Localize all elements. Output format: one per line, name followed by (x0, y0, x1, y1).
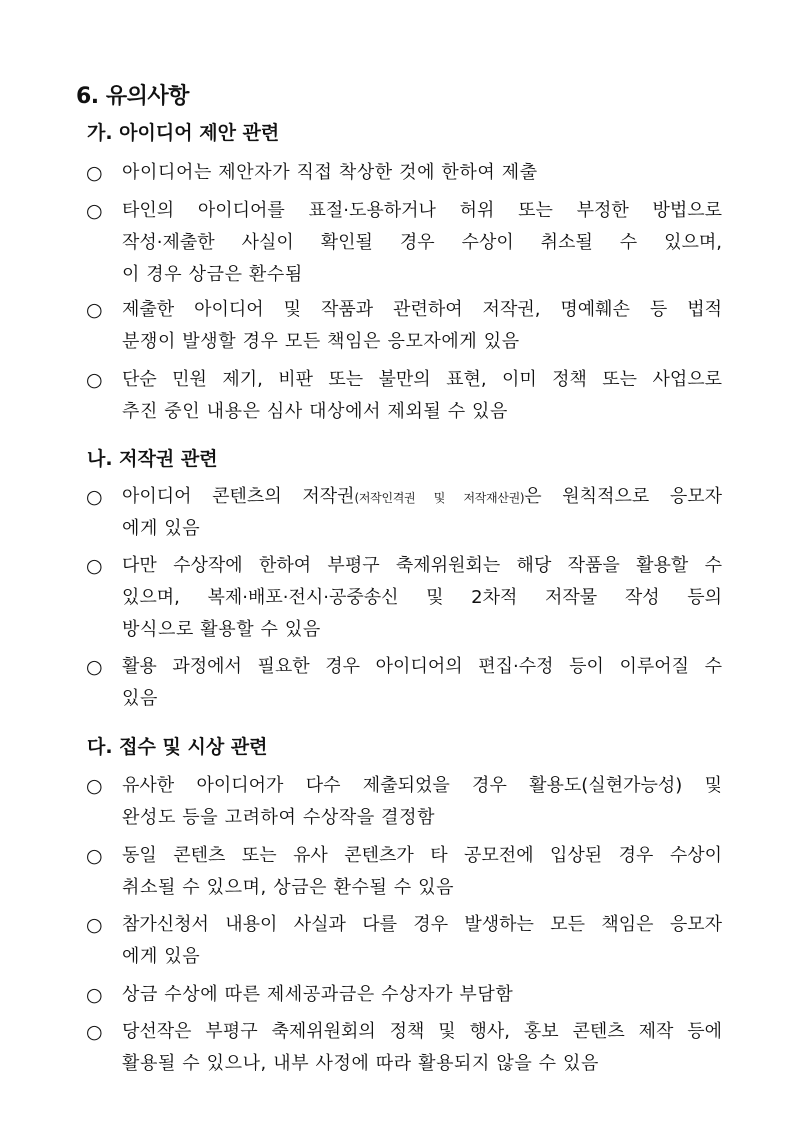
item-line: 다만 수상작에 한하여 부평구 축제위원회는 해당 작품을 활용할 수 (122, 555, 722, 576)
bullet-circle-icon: ○ (86, 369, 103, 391)
item-line: 에게 있음 (122, 946, 201, 967)
item-line: 추진 중인 내용은 심사 대상에서 제외될 수 있음 (122, 401, 509, 422)
page-title: 6. 유의사항 (76, 84, 189, 109)
section-title: 가. 아이디어 제안 관련 (87, 122, 280, 144)
bullet-circle-icon: ○ (86, 200, 103, 222)
item-line: 동일 콘텐츠 또는 유사 콘텐츠가 타 공모전에 입상된 경우 수상이 (122, 845, 722, 866)
item-line: 작성·제출한 사실이 확인될 경우 수상이 취소될 수 있으며, (122, 232, 722, 253)
item-line: 이 경우 상금은 환수됨 (122, 264, 303, 285)
bullet-circle-icon: ○ (86, 299, 103, 321)
item-line: 상금 수상에 따른 제세공과금은 수상자가 부담함 (122, 984, 514, 1005)
item-line: 타인의 아이디어를 표절·도용하거나 허위 또는 부정한 방법으로 (122, 200, 722, 221)
item-line: 방식으로 활용할 수 있음 (122, 619, 321, 640)
bullet-circle-icon: ○ (86, 914, 103, 936)
item-line: 완성도 등을 고려하여 수상작을 결정함 (122, 807, 436, 828)
section-title: 나. 저작권 관련 (87, 448, 218, 470)
bullet-circle-icon: ○ (86, 845, 103, 867)
item-line: 에게 있음 (122, 518, 201, 539)
bullet-circle-icon: ○ (86, 775, 103, 797)
item-line: 있으며, 복제·배포·전시·공중송신 및 2차적 저작물 작성 등의 (122, 587, 722, 608)
bullet-circle-icon: ○ (86, 486, 103, 508)
item-line: 있음 (122, 688, 158, 709)
bullet-circle-icon: ○ (86, 555, 103, 577)
item-text: 아이디어 콘텐츠의 저작권 (122, 486, 355, 507)
item-line: 활용될 수 있으나, 내부 사정에 따라 활용되지 않을 수 있음 (122, 1053, 599, 1074)
item-line: 단순 민원 제기, 비판 또는 불만의 표현, 이미 정책 또는 사업으로 (122, 369, 722, 390)
item-line (122, 481, 722, 514)
item-note: (저작인격권 및 저작재산권) (354, 491, 525, 505)
item-line: 당선작은 부평구 축제위원회의 정책 및 행사, 홍보 콘텐츠 제작 등에 (122, 1021, 722, 1042)
item-line: 제출한 아이디어 및 작품과 관련하여 저작권, 명예훼손 등 법적 (122, 299, 722, 320)
section-title: 다. 접수 및 시상 관련 (87, 736, 268, 758)
bullet-circle-icon: ○ (86, 656, 103, 678)
item-text: 은 원칙적으로 응모자 (524, 486, 723, 507)
bullet-circle-icon: ○ (86, 984, 103, 1006)
item-line: 활용 과정에서 필요한 경우 아이디어의 편집·수정 등이 이루어질 수 (122, 656, 722, 677)
item-line: 참가신청서 내용이 사실과 다를 경우 발생하는 모든 책임은 응모자 (122, 914, 722, 935)
item-line: 아이디어는 제안자가 직접 착상한 것에 한하여 제출 (122, 162, 538, 183)
item-line: 유사한 아이디어가 다수 제출되었을 경우 활용도(실현가능성) 및 (122, 775, 722, 796)
bullet-circle-icon: ○ (86, 1021, 103, 1043)
item-line: 분쟁이 발생할 경우 모든 책임은 응모자에게 있음 (122, 331, 520, 352)
item-line: 취소될 수 있으며, 상금은 환수될 수 있음 (122, 877, 455, 898)
bullet-circle-icon: ○ (86, 162, 103, 184)
